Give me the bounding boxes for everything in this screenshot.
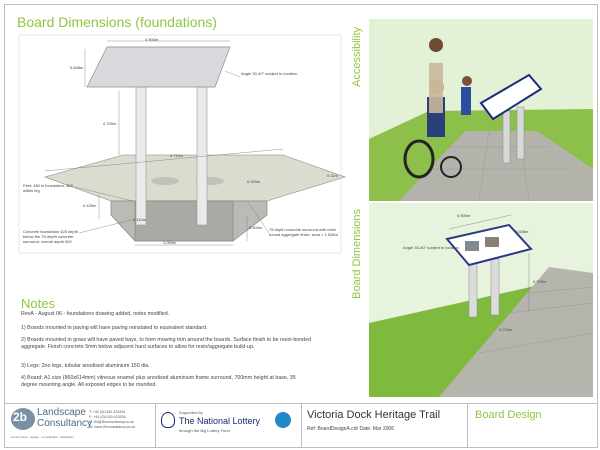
dim-base-height: 0.500m (249, 225, 263, 230)
dim-board-depth: 0.608m (70, 65, 84, 70)
drawing-ref: Ref: BoardDesignA.cdr Date: Mar 2006 (307, 426, 394, 432)
render-dim-width: 0.900m (457, 213, 471, 218)
render-dim-height: 0.700m (533, 279, 547, 284)
big-lottery-fund-icon (275, 412, 291, 428)
dim-slab-length: 2.710m (170, 153, 184, 158)
surround-slab (45, 155, 345, 201)
notes-rev: RevA - August 06 - foundations drawing added, notes modified. (21, 311, 170, 317)
board-dimensions-render (351, 203, 593, 397)
dim-inner-length: 1.110m (133, 217, 147, 222)
company-tagline: environment · design · consultation · illustration (11, 435, 74, 439)
notes-item-1: 1) Boards mounted in paving will have paving reinstated to equivalent standard. (21, 325, 208, 331)
render-dim-depth: 0.608m (515, 229, 529, 234)
notes-title: Notes (21, 296, 55, 311)
label-angle: Angle 30-40° subject to location (241, 71, 298, 76)
label-foundation: Concrete foundation 425 depth below the 75 depth concrete surround, overall depth 500 (23, 229, 78, 244)
notes-item-3: 3) Legs: 2no legs, tubular anodised aluminium 150 dia. (21, 363, 150, 369)
render-dim-leg-span: 0.710m (499, 327, 513, 332)
dim-leg-height: 0.700m (103, 121, 117, 126)
accessibility-scene (369, 19, 593, 201)
leg-right (197, 75, 207, 225)
project-block (301, 404, 468, 448)
contact-phone: T: +44 (0)1430 423204 (89, 410, 126, 414)
footer (5, 403, 597, 448)
company-name-line1: Landscape (37, 407, 86, 418)
notes-item-2: 2) Boards mounted in grass will have paved bays, to form mowing trim around the boards. Surface finish to be resin-bonded aggregate. Finish concrete 5mm below adjacent hard surfaces to allow for resin/aggregate build-up. (21, 337, 312, 350)
accessibility-render (351, 19, 593, 201)
drawing-title: Board Dimensions (foundations) (17, 14, 217, 30)
foundation-drawing (15, 5, 345, 255)
board-dimensions-scene (369, 203, 593, 397)
lottery-supported: Supported by (179, 410, 203, 415)
contact-email: E: 2B@2bconsultancy.co.uk (89, 420, 134, 424)
dim-top-width: 0.900m (145, 37, 159, 42)
project-title: Victoria Dock Heritage Trail (307, 409, 441, 421)
leg-left (136, 75, 146, 225)
foundation-diagram (15, 5, 345, 255)
lottery-name: The National Lottery (179, 416, 261, 426)
board-design-title: Board Design (475, 409, 542, 421)
notes-item-4: 4) Board: A1 size (860x614mm) vitreous enamel plus anodised aluminium frame surround, 700mm height at base, 35 degree mounting angle. All exposed edges to be rounded. (21, 375, 296, 388)
board-panel (87, 47, 230, 87)
lottery-block (155, 404, 302, 448)
contact-web: W: www.2bconsultancy.co.uk (89, 425, 136, 429)
company-mark: 2b (13, 410, 28, 424)
company-name-line2: Consultancy (37, 418, 93, 429)
lottery-crossed-fingers-icon (161, 412, 175, 428)
accessibility-label: Accessibility (351, 27, 363, 87)
drawing-sheet (4, 4, 598, 448)
dim-slab-width: 0.920m (247, 179, 261, 184)
render-dim-angle: Angle 30-40° subject to location (403, 245, 460, 250)
label-feet: Feet: 450 in foundation, 300 within leg (23, 183, 73, 193)
board-dimensions-label: Board Dimensions (351, 209, 363, 299)
company-block (5, 404, 156, 448)
contact-block (89, 410, 135, 430)
label-surround: 75 depth concrete surround with resin bound aggregate finish, area = 1.528m (269, 227, 338, 237)
contact-fax: F: +44 (0)1430 423204 (89, 415, 126, 419)
lottery-sub: through the Big Lottery Fund (179, 428, 230, 433)
dim-concrete-depth: 0.425m (83, 203, 97, 208)
dim-side: 0.11m (327, 173, 338, 178)
dim-base-length: 1.000m (163, 240, 177, 245)
